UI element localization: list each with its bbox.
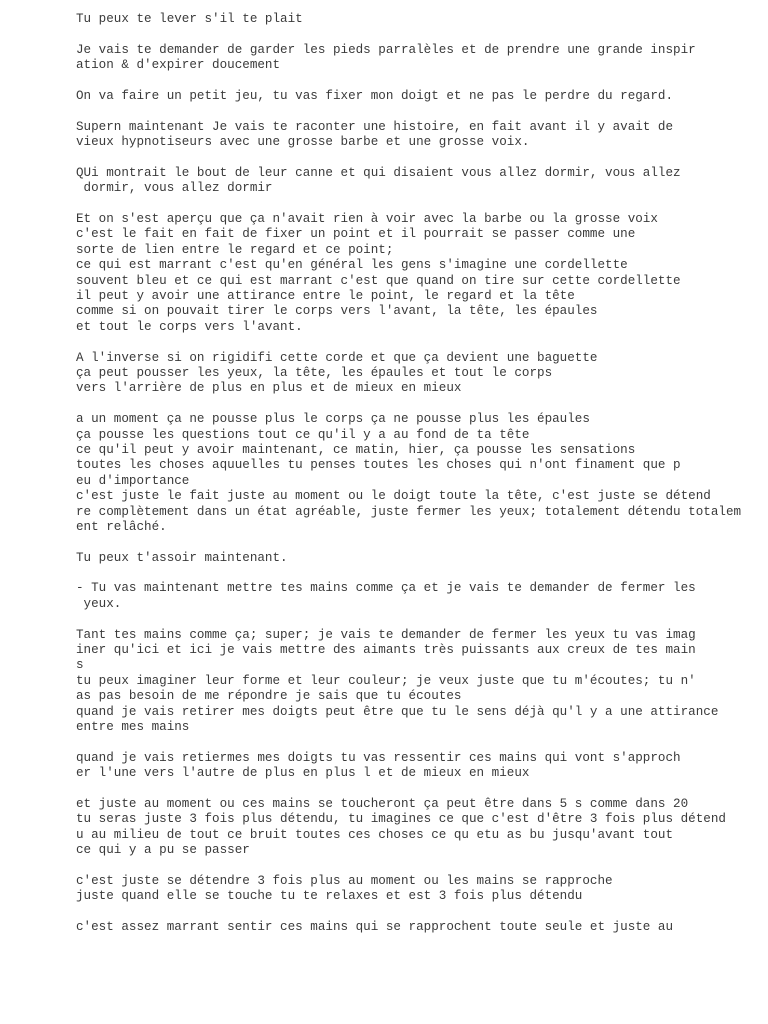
text-line: re complètement dans un état agréable, juste fermer les yeux; totalement détendu totalem — [76, 504, 742, 519]
text-line: er l'une vers l'autre de plus en plus l et de mieux en mieux — [76, 766, 530, 781]
paragraph — [76, 874, 766, 905]
text-line: On va faire un petit jeu, tu vas fixer mon doigt et ne pas le perdre du regard. — [76, 88, 674, 103]
text-line: quand je vais retirer mes doigts peut être que tu le sens déjà qu'l y a une attirance — [76, 704, 719, 719]
paragraph — [76, 920, 766, 935]
text-line: s — [76, 658, 84, 673]
text-line: Je vais te demander de garder les pieds parralèles et de prendre une grande inspir — [76, 42, 696, 57]
text-line: entre mes mains — [76, 719, 190, 734]
text-line: Tu peux t'assoir maintenant. — [76, 550, 288, 565]
text-line: ce qu'il peut y avoir maintenant, ce matin, hier, ça pousse les sensations — [76, 442, 636, 457]
paragraph — [76, 166, 766, 197]
text-line: il peut y avoir une attirance entre le point, le regard et la tête — [76, 289, 575, 304]
text-line: souvent bleu et ce qui est marrant c'est que quand on tire sur cette cordellette — [76, 273, 681, 288]
text-line: - Tu vas maintenant mettre tes mains comme ça et je vais te demander de fermer les — [76, 581, 696, 596]
text-line: ation & d'expirer doucement — [76, 58, 281, 73]
text-line: juste quand elle se touche tu te relaxes et est 3 fois plus détendu — [76, 889, 583, 904]
text-line: A l'inverse si on rigidifi cette corde et que ça devient une baguette — [76, 350, 598, 365]
paragraph — [76, 628, 766, 736]
transcript-text — [76, 12, 766, 951]
paragraph — [76, 412, 766, 535]
text-line: ce qui est marrant c'est qu'en général les gens s'imagine une cordellette — [76, 258, 628, 273]
text-line: a un moment ça ne pousse plus le corps ça ne pousse plus les épaules — [76, 412, 590, 427]
text-line: c'est juste se détendre 3 fois plus au moment ou les mains se rapproche — [76, 873, 613, 888]
paragraph — [76, 212, 766, 335]
paragraph — [76, 751, 766, 782]
text-line: eu d'importance — [76, 473, 190, 488]
text-line: iner qu'ici et ici je vais mettre des aimants très puissants aux creux de tes main — [76, 643, 696, 658]
paragraph — [76, 351, 766, 397]
paragraph — [76, 12, 766, 27]
text-line: tu peux imaginer leur forme et leur couleur; je veux juste que tu m'écoutes; tu n' — [76, 673, 696, 688]
text-line: ça peut pousser les yeux, la tête, les épaules et tout le corps — [76, 365, 553, 380]
text-line: toutes les choses aquuelles tu penses toutes les choses qui n'ont finament que p — [76, 458, 681, 473]
text-line: et juste au moment ou ces mains se toucheront ça peut être dans 5 s comme dans 20 — [76, 796, 689, 811]
text-line: Supern maintenant Je vais te raconter une histoire, en fait avant il y avait de — [76, 119, 674, 134]
text-line: Tu peux te lever s'il te plait — [76, 12, 303, 26]
text-line: quand je vais retiermes mes doigts tu vas ressentir ces mains qui vont s'approch — [76, 750, 681, 765]
text-line: QUi montrait le bout de leur canne et qui disaient vous allez dormir, vous allez — [76, 165, 681, 180]
text-line: ce qui y a pu se passer — [76, 843, 250, 858]
text-line: Tant tes mains comme ça; super; je vais te demander de fermer les yeux tu vas imag — [76, 627, 696, 642]
text-line: comme si on pouvait tirer le corps vers l'avant, la tête, les épaules — [76, 304, 598, 319]
text-line: ent relâché. — [76, 519, 167, 534]
text-line: c'est assez marrant sentir ces mains qui se rapprochent toute seule et juste au — [76, 920, 674, 935]
paragraph — [76, 89, 766, 104]
text-line: tu seras juste 3 fois plus détendu, tu imagines ce que c'est d'être 3 fois plus détend — [76, 812, 726, 827]
paragraph — [76, 581, 766, 612]
text-line: sorte de lien entre le regard et ce point; — [76, 242, 394, 257]
text-line: ça pousse les questions tout ce qu'il y a au fond de ta tête — [76, 427, 530, 442]
text-line: vieux hypnotiseurs avec une grosse barbe et une grosse voix. — [76, 135, 530, 150]
text-line: u au milieu de tout ce bruit toutes ces choses ce qu etu as bu jusqu'avant tout — [76, 827, 674, 842]
text-line: dormir, vous allez dormir — [76, 181, 273, 196]
text-line: as pas besoin de me répondre je sais que tu écoutes — [76, 689, 462, 704]
paragraph — [76, 551, 766, 566]
text-line: c'est juste le fait juste au moment ou le doigt toute la tête, c'est juste se détend — [76, 489, 711, 504]
text-line: Et on s'est aperçu que ça n'avait rien à voir avec la barbe ou la grosse voix — [76, 212, 658, 227]
text-line: vers l'arrière de plus en plus et de mieux en mieux — [76, 381, 462, 396]
text-line: et tout le corps vers l'avant. — [76, 319, 303, 334]
paragraph — [76, 120, 766, 151]
text-line: c'est le fait en fait de fixer un point et il pourrait se passer comme une — [76, 227, 636, 242]
paragraph — [76, 797, 766, 859]
text-line: yeux. — [76, 596, 122, 611]
paragraph — [76, 43, 766, 74]
